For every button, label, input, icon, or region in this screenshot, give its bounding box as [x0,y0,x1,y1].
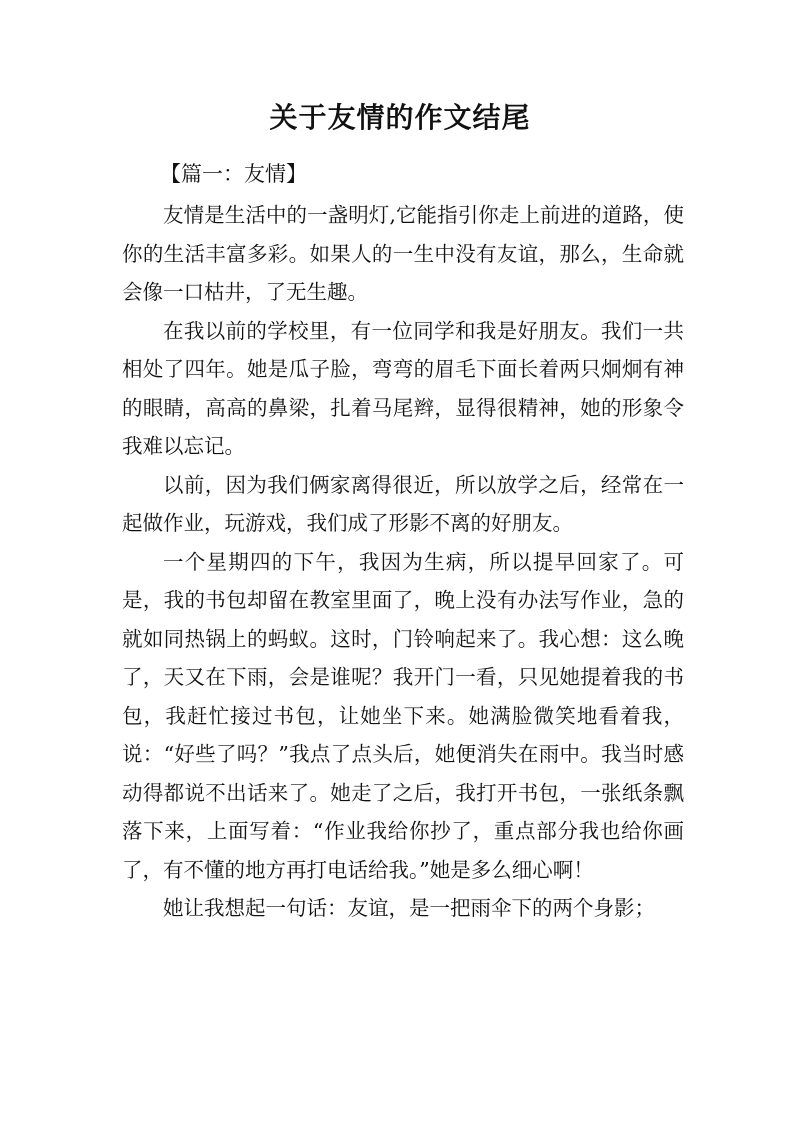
paragraph-5: 她让我想起一句话：友谊，是一把雨伞下的两个身影； [163,896,655,920]
section-heading: 【篇一：友情】 [160,162,307,186]
document-body [122,196,684,928]
paragraph-1: 友情是生活中的一盏明灯,它能指引你走上前进的道路，使你的生活丰富多彩。如果人的一生中没有友谊，那么，生命就会像一口枯井，了无生趣。 [122,203,684,304]
paragraph-3: 以前，因为我们俩家离得很近，所以放学之后，经常在一起做作业，玩游戏，我们成了形影不离的好朋友。 [122,472,684,535]
paragraph-4: 一个星期四的下午，我因为生病，所以提早回家了。可是，我的书包却留在教室里面了，晚上没有办法写作业，急的就如同热锅上的蚂蚁。这时，门铃响起来了。我心想：这么晚了，天又在下雨，会是谁呢？我开门一看，只见她提着我的书包，我赶忙接过书包，让她坐下来。她满脸微笑地看着我，说：“好些了吗？”我点了点头后，她便消失在雨中。我当时感动得都说不出话来了。她走了之后，我打开书包，一张纸条飘落下来，上面写着：“作业我给你抄了，重点部分我也给你画了，有不懂的地方再打电话给我。”她是多么细心啊！ [122,549,684,882]
document-title: 关于友情的作文结尾 [269,101,531,134]
paragraph-2: 在我以前的学校里，有一位同学和我是好朋友。我们一共相处了四年。她是瓜子脸，弯弯的眉毛下面长着两只炯炯有神的眼睛，高高的鼻梁，扎着马尾辫，显得很精神，她的形象令我难以忘记。 [122,318,684,458]
